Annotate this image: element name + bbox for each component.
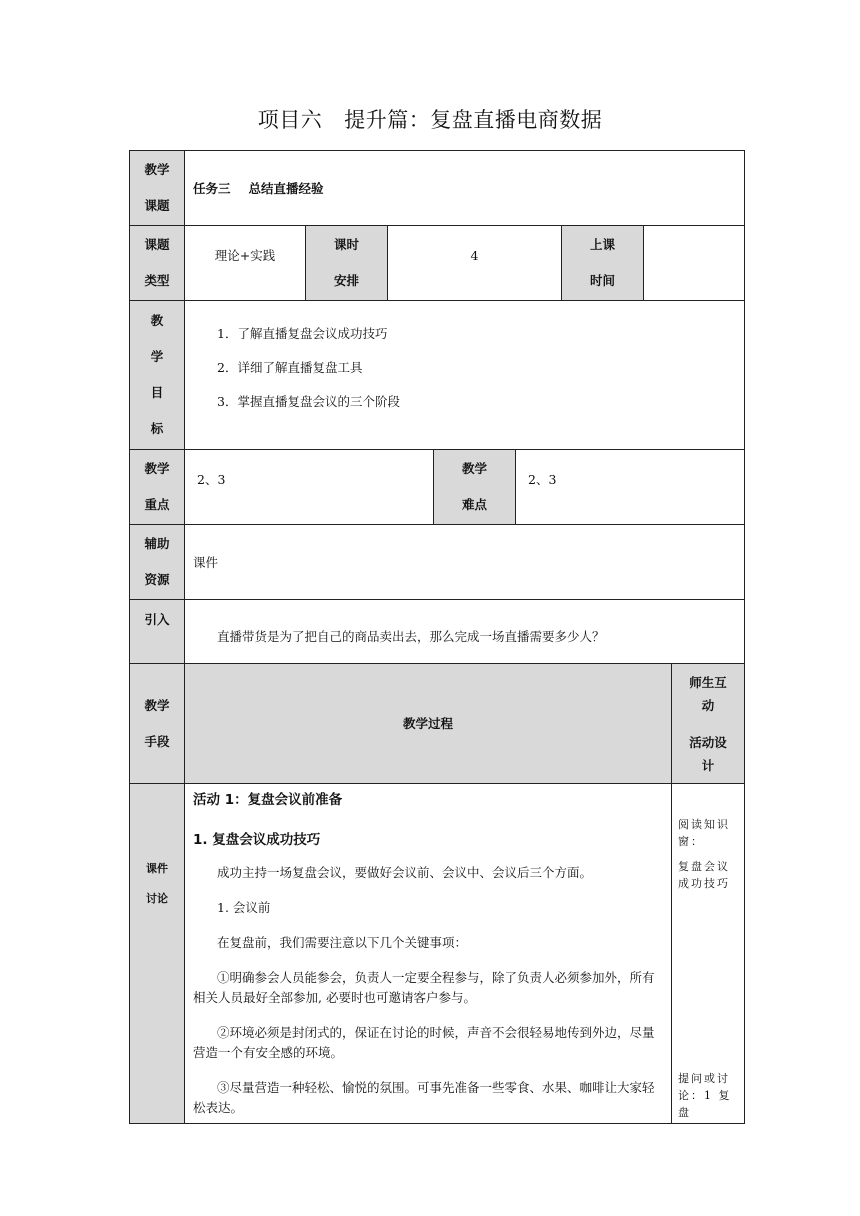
paragraph: 1. 会议前 (217, 900, 271, 915)
time-value (644, 226, 745, 301)
key-value: 2、3 (185, 450, 434, 525)
resources-label: 辅助 资源 (130, 525, 185, 600)
process-content (185, 784, 672, 1124)
row-key (130, 450, 745, 525)
goals-list (185, 301, 745, 450)
interaction-header: 师生互 动 活动设 计 (672, 664, 745, 784)
row-process (130, 784, 745, 1124)
goal-item: 1．了解直播复盘会议成功技巧 (217, 326, 388, 341)
paragraph: ①明确参会人员能参会，负责人一定要全程参与，除了负责人必须参加外，所有相关人员最好全部参加, 必要时也可邀请客户参与。 (193, 970, 655, 1005)
activity-title: 活动 1：复盘会议前准备 (193, 792, 343, 808)
resources-value: 课件 (185, 525, 745, 600)
row-resources (130, 525, 745, 600)
goals-label: 教 学 目 标 (130, 301, 185, 450)
type-value: 理论+实践 (185, 226, 306, 301)
row-process-header (130, 664, 745, 784)
row-goals (130, 301, 745, 450)
difficulty-value: 2、3 (516, 450, 745, 525)
time-label: 上课 时间 (562, 226, 644, 301)
intro-value: 直播带货是为了把自己的商品卖出去，那么完成一场直播需要多少人？ (185, 600, 745, 664)
section-title: 1. 复盘会议成功技巧 (193, 832, 321, 848)
hours-label: 课时 安排 (306, 226, 388, 301)
goal-item: 3．掌握直播复盘会议的三个阶段 (217, 394, 400, 409)
process-header: 教学过程 (185, 664, 672, 784)
type-label: 课题 类型 (130, 226, 185, 301)
goal-item: 2．详细了解直播复盘工具 (217, 360, 363, 375)
key-label: 教学 重点 (130, 450, 185, 525)
paragraph: 成功主持一场复盘会议，要做好会议前、会议中、会议后三个方面。 (217, 865, 593, 880)
interaction-notes: 阅读知识 窗： 复盘会议 成功技巧 提问或讨 论：1 复盘 (672, 784, 745, 1124)
lesson-plan-table (129, 150, 745, 1124)
row-topic (130, 151, 745, 226)
page-title: 项目六 提升篇：复盘直播电商数据 (257, 108, 603, 132)
topic-value: 任务三 总结直播经验 (185, 151, 745, 226)
difficulty-label: 教学 难点 (434, 450, 516, 525)
paragraph: ②环境必须是封闭式的，保证在讨论的时候，声音不会很轻易地传到外边，尽量营造一个有安全感的环境。 (193, 1025, 655, 1060)
paragraph: ③尽量营造一种轻松、愉悦的氛围。可事先准备一些零食、水果、咖啡让大家轻松表达。 (193, 1080, 655, 1115)
intro-label: 引入 (130, 600, 185, 664)
method-label: 课件 讨论 (130, 784, 185, 1124)
row-intro (130, 600, 745, 664)
paragraph: 在复盘前，我们需要注意以下几个关键事项： (217, 935, 468, 950)
hours-value: 4 (388, 226, 562, 301)
topic-label: 教学 课题 (130, 151, 185, 226)
row-type (130, 226, 745, 301)
means-label: 教学 手段 (130, 664, 185, 784)
